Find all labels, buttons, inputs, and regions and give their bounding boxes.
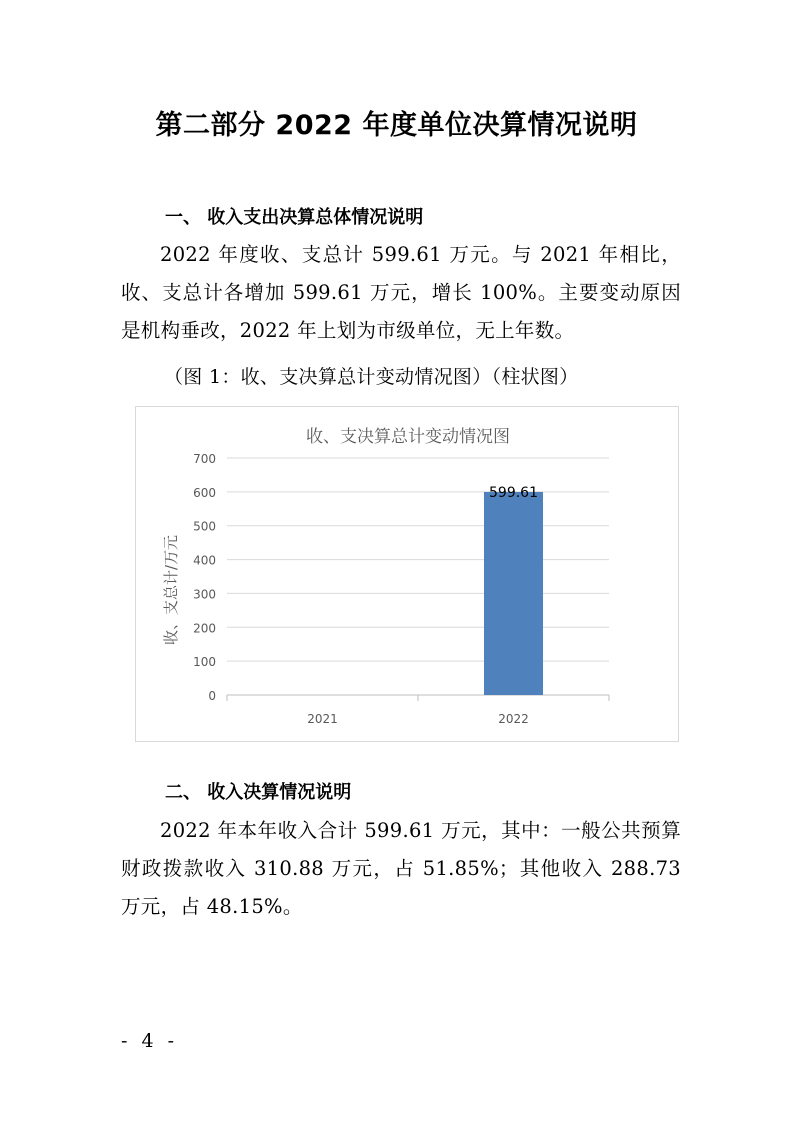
chart-title: 收、支决算总计变动情况图 (306, 427, 510, 447)
axis-ticks (193, 452, 609, 726)
data-label-2022: 599.61 (489, 484, 538, 501)
y-tick-label: 300 (193, 587, 216, 602)
income-paragraph: 2022 年本年收入合计 599.61 万元，其中：一般公共预算财政拨款收入 310.88 万元，占 51.85%；其他收入 288.73 万元，占 48.15%。 (121, 819, 681, 918)
y-tick-label: 700 (193, 452, 216, 466)
section-heading-income: 二、 收入决算情况说明 (165, 782, 352, 803)
page-number: - 4 - (121, 1030, 179, 1052)
overall-paragraph: 2022 年度收、支总计 599.61 万元。与 2021 年相比，收、支总计各增加 599.61 万元，增长 100%。主要变动原因是机构垂改，2022 年上划为市级单位，无上年数。 (121, 243, 681, 342)
y-tick-label: 600 (193, 485, 216, 500)
grid-lines (227, 458, 609, 695)
section-heading-overall: 一、 收入支出决算总体情况说明 (165, 207, 424, 228)
y-tick-label: 0 (208, 689, 216, 703)
y-tick-label: 500 (193, 519, 216, 534)
page-title: 第二部分 2022 年度单位决算情况说明 (155, 110, 638, 141)
y-axis-label: 收、支总计/万元 (162, 534, 180, 646)
y-tick-label: 400 (193, 553, 216, 568)
y-tick-label: 100 (193, 655, 216, 670)
bars (484, 485, 543, 695)
x-tick-label: 2022 (498, 712, 529, 726)
x-tick-label: 2021 (307, 712, 338, 726)
bar-chart-svg (136, 407, 680, 743)
bar-chart (135, 406, 679, 742)
bar-2022 (484, 492, 543, 695)
y-tick-label: 200 (193, 621, 216, 636)
figure-caption: （图 1：收、支决算总计变动情况图）（柱状图） (164, 366, 579, 388)
